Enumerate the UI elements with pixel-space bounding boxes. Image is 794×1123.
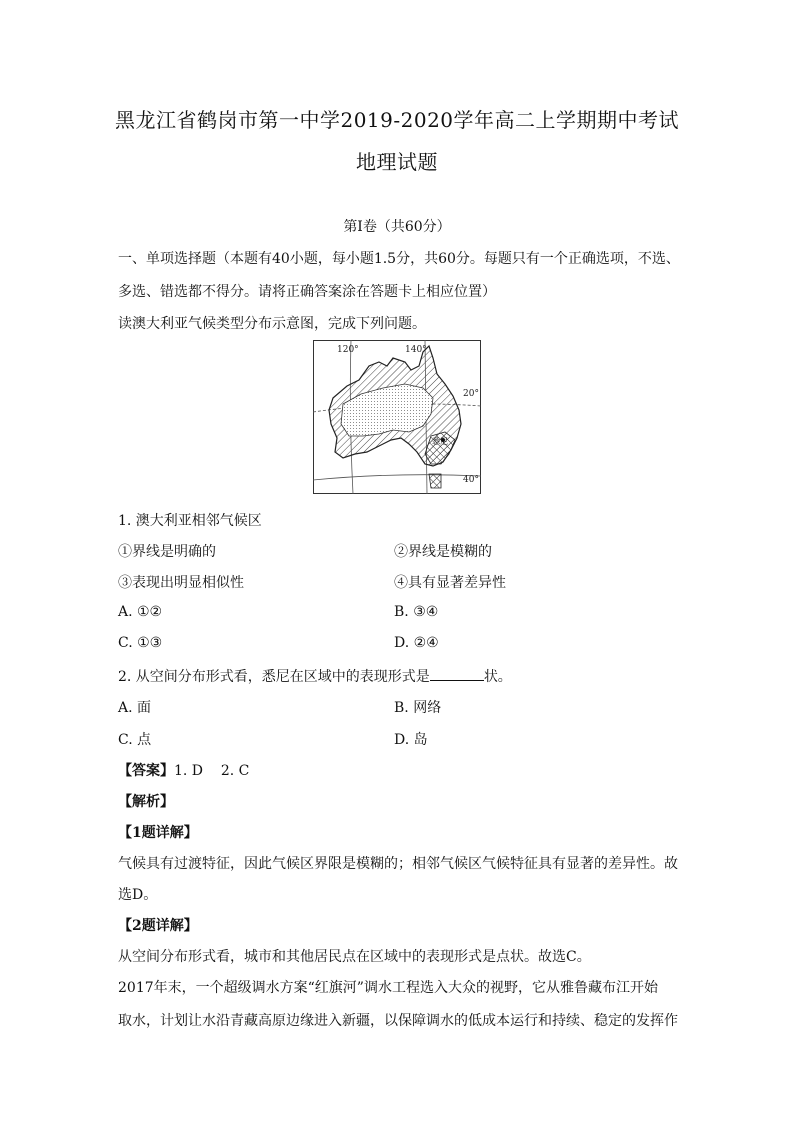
detail1-text-line2: 选D。	[118, 887, 158, 903]
q1-statement-1: ①界线是明确的	[118, 544, 216, 560]
q2-stem	[118, 666, 512, 686]
analysis-label: 【解析】	[118, 794, 174, 810]
q1-statement-4: ④具有显著差异性	[394, 575, 506, 591]
instructions-line3: 读澳大利亚气候类型分布示意图，完成下列问题。	[118, 316, 426, 332]
instructions-line2: 多选、错选都不得分。请将正确答案涂在答题卡上相应位置）	[118, 284, 496, 300]
detail2-label: 【2题详解】	[118, 918, 198, 934]
q2-answer-blank	[430, 668, 484, 681]
label-sydney: 悉尼	[432, 437, 448, 446]
q1-option-d: D. ②④	[394, 635, 439, 651]
label-120: 120°	[337, 345, 359, 355]
detail1-label: 【1题详解】	[118, 825, 198, 841]
passage-line2: 取水，计划让水沿青藏高原边缘进入新疆，以保障调水的低成本运行和持续、稳定的发挥作	[118, 1013, 678, 1029]
tasmania	[429, 474, 441, 488]
q1-option-b: B. ③④	[394, 604, 439, 620]
q1-statement-3: ③表现出明显相似性	[118, 575, 244, 591]
q1-stem: 1. 澳大利亚相邻气候区	[118, 513, 262, 529]
q1-option-c: C. ①③	[118, 635, 163, 651]
exam-title-line1: 黑龙江省鹤岗市第一中学2019-2020学年高二上学期期中考试	[114, 108, 680, 132]
q2-option-c: C. 点	[118, 732, 152, 748]
australia-climate-map	[313, 340, 481, 494]
label-140: 140°	[405, 345, 427, 355]
q2-stem-before: 2. 从空间分布形式看，悉尼在区域中的表现形式是	[118, 669, 430, 685]
exam-title-line2: 地理试题	[356, 150, 438, 174]
answer-text: 1. D 2. C	[174, 763, 250, 779]
instructions-line1: 一、单项选择题（本题有40小题，每小题1.5分，共60分。每题只有一个正确选项，不选、	[118, 251, 680, 267]
section-heading: 第Ⅰ卷（共60分）	[343, 219, 451, 235]
detail2-text: 从空间分布形式看，城市和其他居民点在区域中的表现形式是点状。故选C。	[118, 949, 591, 965]
detail1-text-line1: 气候具有过渡特征，因此气候区界限是模糊的；相邻气候区气候特征具有显著的差异性。故	[118, 856, 678, 872]
q1-statement-2: ②界线是模糊的	[394, 544, 492, 560]
q2-option-d: D. 岛	[394, 732, 428, 748]
label-20: 20°	[463, 389, 479, 399]
q2-option-a: A. 面	[118, 700, 152, 716]
passage-line1: 2017年末，一个超级调水方案“红旗河”调水工程选入大众的视野，它从雅鲁藏布江开始	[118, 980, 658, 996]
answer-line	[118, 760, 249, 780]
q2-stem-after: 状。	[483, 669, 512, 685]
q2-option-b: B. 网络	[394, 700, 442, 716]
answer-label: 【答案】	[118, 763, 174, 779]
q1-option-a: A. ①②	[118, 604, 163, 620]
label-40: 40°	[463, 475, 479, 485]
